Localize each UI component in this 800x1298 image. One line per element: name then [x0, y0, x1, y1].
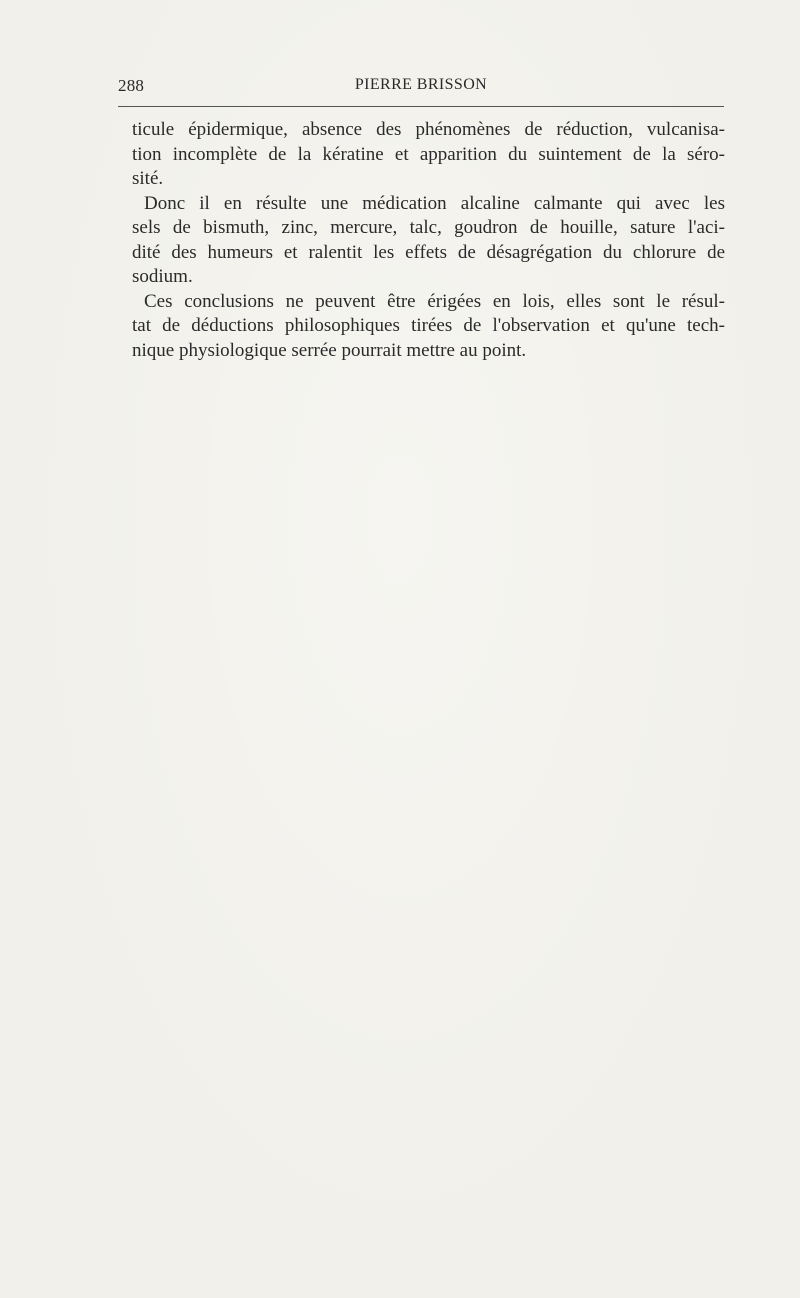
text-line: sels de bismuth, zinc, mercure, talc, goudron de houille, sature l'aci- [132, 217, 725, 238]
text-line: dité des humeurs et ralentit les effets de désagrégation du chlorure de [132, 241, 725, 263]
text-line: ticule épidermique, absence des phénomènes de réduction, vulcanisa- [132, 119, 725, 140]
paragraph [132, 290, 725, 364]
text-line: sodium. [132, 266, 193, 287]
page-number: 288 [118, 76, 145, 95]
paragraph [132, 192, 725, 290]
text-line: Ces conclusions ne peuvent être érigées en lois, elles sont le résul- [144, 290, 725, 312]
text-line: nique physiologique serrée pourrait mettre au point. [132, 339, 527, 361]
header-rule [118, 106, 724, 107]
page-header [118, 72, 724, 102]
running-head: PIERRE BRISSON [354, 76, 488, 93]
body-text [132, 118, 725, 363]
text-line: sité. [132, 168, 164, 189]
paragraph [132, 118, 725, 192]
text-line: Donc il en résulte une médication alcaline calmante qui avec les [144, 192, 725, 214]
text-line: tat de déductions philosophiques tirées de l'observation et qu'une tech- [132, 315, 725, 336]
text-line: tion incomplète de la kératine et apparition du suintement de la séro- [132, 143, 725, 165]
